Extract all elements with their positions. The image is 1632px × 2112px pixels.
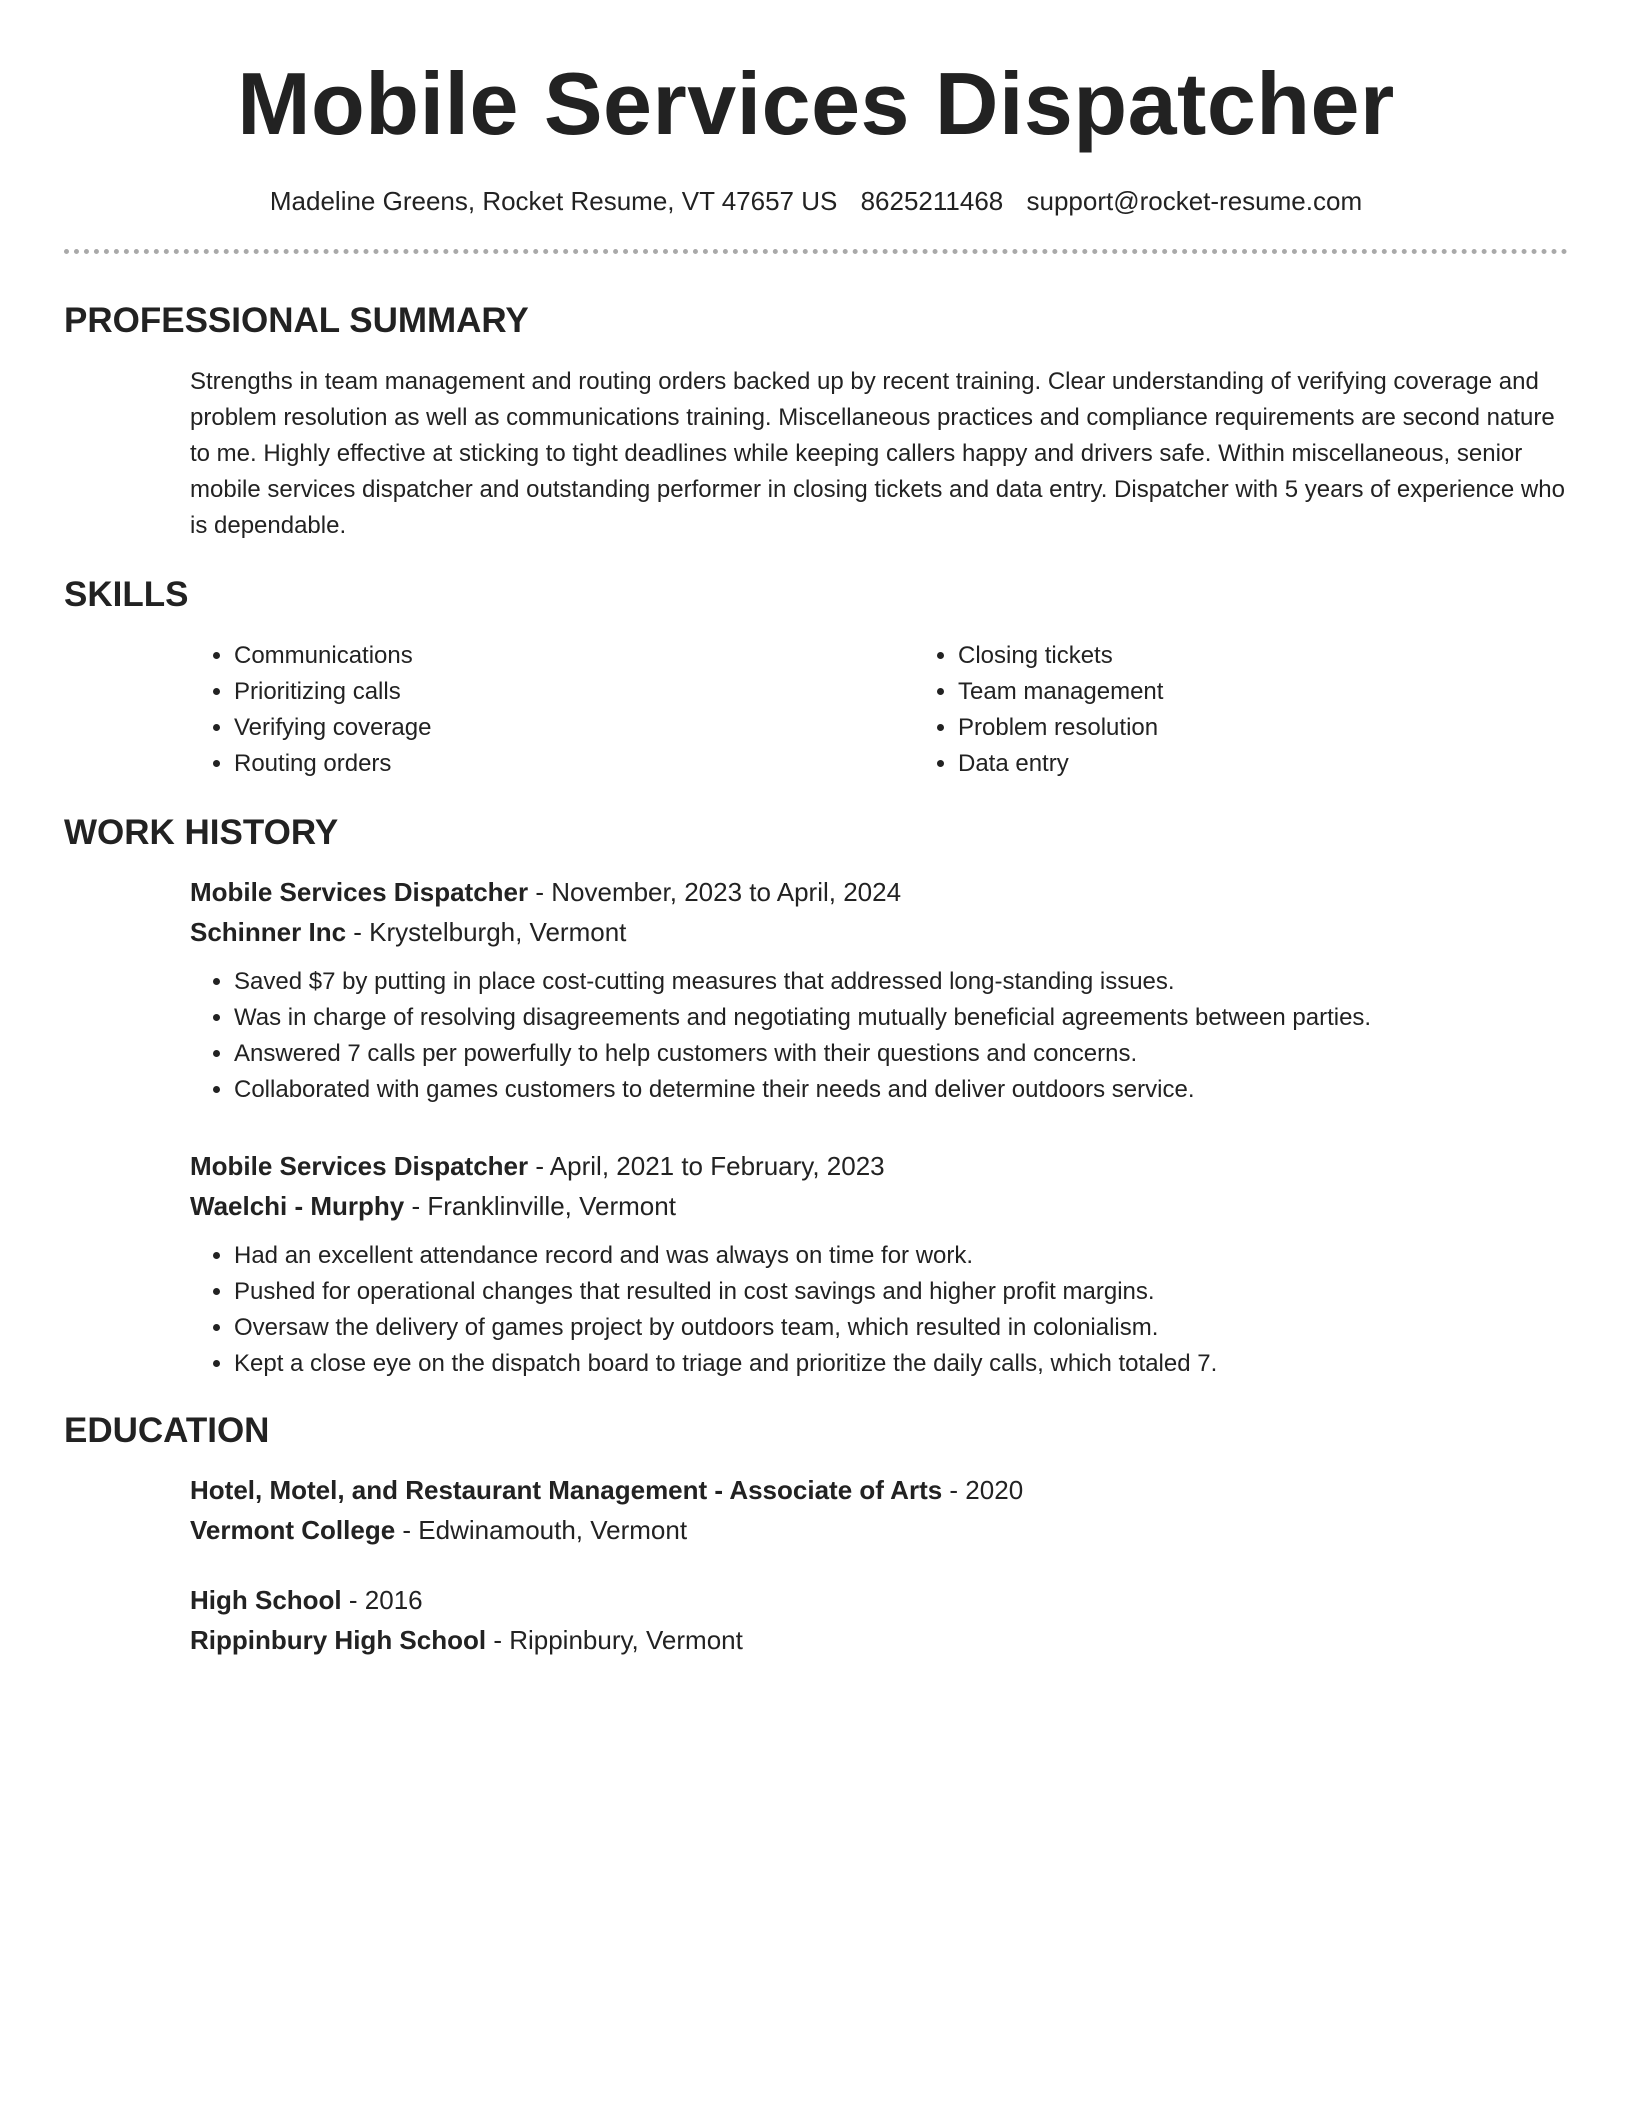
job-bullet: • Saved $7 by putting in place cost-cutting measures that addressed long-standing issues. (234, 964, 1568, 1000)
job-bullet: • Collaborated with games customers to determine their needs and deliver outdoors service. (234, 1072, 1568, 1108)
job-role: Mobile Services Dispatcher (190, 877, 529, 908)
job-bullet: • Kept a close eye on the dispatch board to triage and prioritize the daily calls, which totaled 7. (234, 1346, 1568, 1382)
work-section (64, 812, 1568, 1382)
education-degree: Hotel, Motel, and Restaurant Management - Associate of Arts (190, 1475, 943, 1506)
job-title-line (190, 872, 1568, 912)
job-entry (190, 872, 1568, 1108)
summary-heading: PROFESSIONAL SUMMARY (64, 301, 529, 341)
work-heading: WORK HISTORY (64, 813, 339, 853)
education-school-line (190, 1510, 1568, 1550)
skill-item: • Verifying coverage (234, 710, 914, 746)
job-location: - Franklinville, Vermont (404, 1191, 676, 1222)
job-entry (190, 1146, 1568, 1382)
contact-email: support@rocket-resume.com (1026, 186, 1363, 216)
job-dates: - November, 2023 to April, 2024 (528, 877, 902, 908)
header-divider (64, 249, 1568, 254)
contact-address: Madeline Greens, Rocket Resume, VT 47657 US (269, 186, 838, 216)
education-school-line (190, 1620, 1568, 1660)
job-location: - Krystelburgh, Vermont (346, 917, 627, 948)
education-school: Rippinbury High School (190, 1625, 487, 1656)
job-bullet: • Pushed for operational changes that resulted in cost savings and higher profit margins. (234, 1274, 1568, 1310)
summary-text: Strengths in team management and routing orders backed up by recent training. Clear understanding of verifying coverage and problem resolution as well as communications training. Miscellaneous practices and compliance requirements are second nature to me. Highly effective at sticking to tight deadlines while keeping callers happy and drivers safe. Within miscellaneous, senior mobile services dispatcher and outstanding performer in closing tickets and data entry. Dispatcher with 5 years of experience who is dependable. (190, 368, 1565, 540)
job-bullet: • Was in charge of resolving disagreements and negotiating mutually beneficial agreements between parties. (234, 1000, 1568, 1036)
job-bullets (190, 964, 1568, 1108)
skill-item: • Communications (234, 638, 914, 674)
job-company-line (190, 1186, 1568, 1226)
job-role: Mobile Services Dispatcher (190, 1151, 529, 1182)
job-company: Waelchi - Murphy (190, 1191, 405, 1222)
job-company: Schinner Inc (190, 917, 347, 948)
education-section (64, 1410, 1568, 1660)
job-dates: - April, 2021 to February, 2023 (528, 1151, 885, 1182)
education-degree: High School (190, 1585, 342, 1616)
skill-item: • Closing tickets (958, 638, 1568, 674)
summary-section (64, 300, 1568, 544)
resume-name: Mobile Services Dispatcher (237, 54, 1395, 153)
skill-item: • Team management (958, 674, 1568, 710)
job-company-line (190, 912, 1568, 952)
skill-item: • Problem resolution (958, 710, 1568, 746)
education-degree-line (190, 1580, 1568, 1620)
job-title-line (190, 1146, 1568, 1186)
education-school: Vermont College (190, 1515, 396, 1546)
job-bullet: • Had an excellent attendance record and was always on time for work. (234, 1238, 1568, 1274)
education-degree-line (190, 1470, 1568, 1510)
education-year: - 2016 (341, 1585, 423, 1616)
education-entry (190, 1580, 1568, 1660)
education-location: - Edwinamouth, Vermont (395, 1515, 688, 1546)
skill-item: • Routing orders (234, 746, 914, 782)
job-bullet: • Oversaw the delivery of games project by outdoors team, which resulted in colonialism. (234, 1310, 1568, 1346)
education-location: - Rippinbury, Vermont (486, 1625, 743, 1656)
contact-line (64, 186, 1568, 217)
skills-column-left (190, 638, 914, 782)
skills-column-right (914, 638, 1568, 782)
skills-list (190, 638, 1568, 782)
job-bullets (190, 1238, 1568, 1382)
education-heading: EDUCATION (64, 1411, 270, 1451)
contact-phone: 8625211468 (860, 186, 1004, 216)
skills-section (64, 574, 1568, 782)
education-year: - 2020 (942, 1475, 1024, 1506)
education-entry (190, 1470, 1568, 1550)
skills-heading: SKILLS (64, 575, 189, 615)
job-bullet: • Answered 7 calls per powerfully to help customers with their questions and concerns. (234, 1036, 1568, 1072)
skill-item: • Prioritizing calls (234, 674, 914, 710)
skill-item: • Data entry (958, 746, 1568, 782)
